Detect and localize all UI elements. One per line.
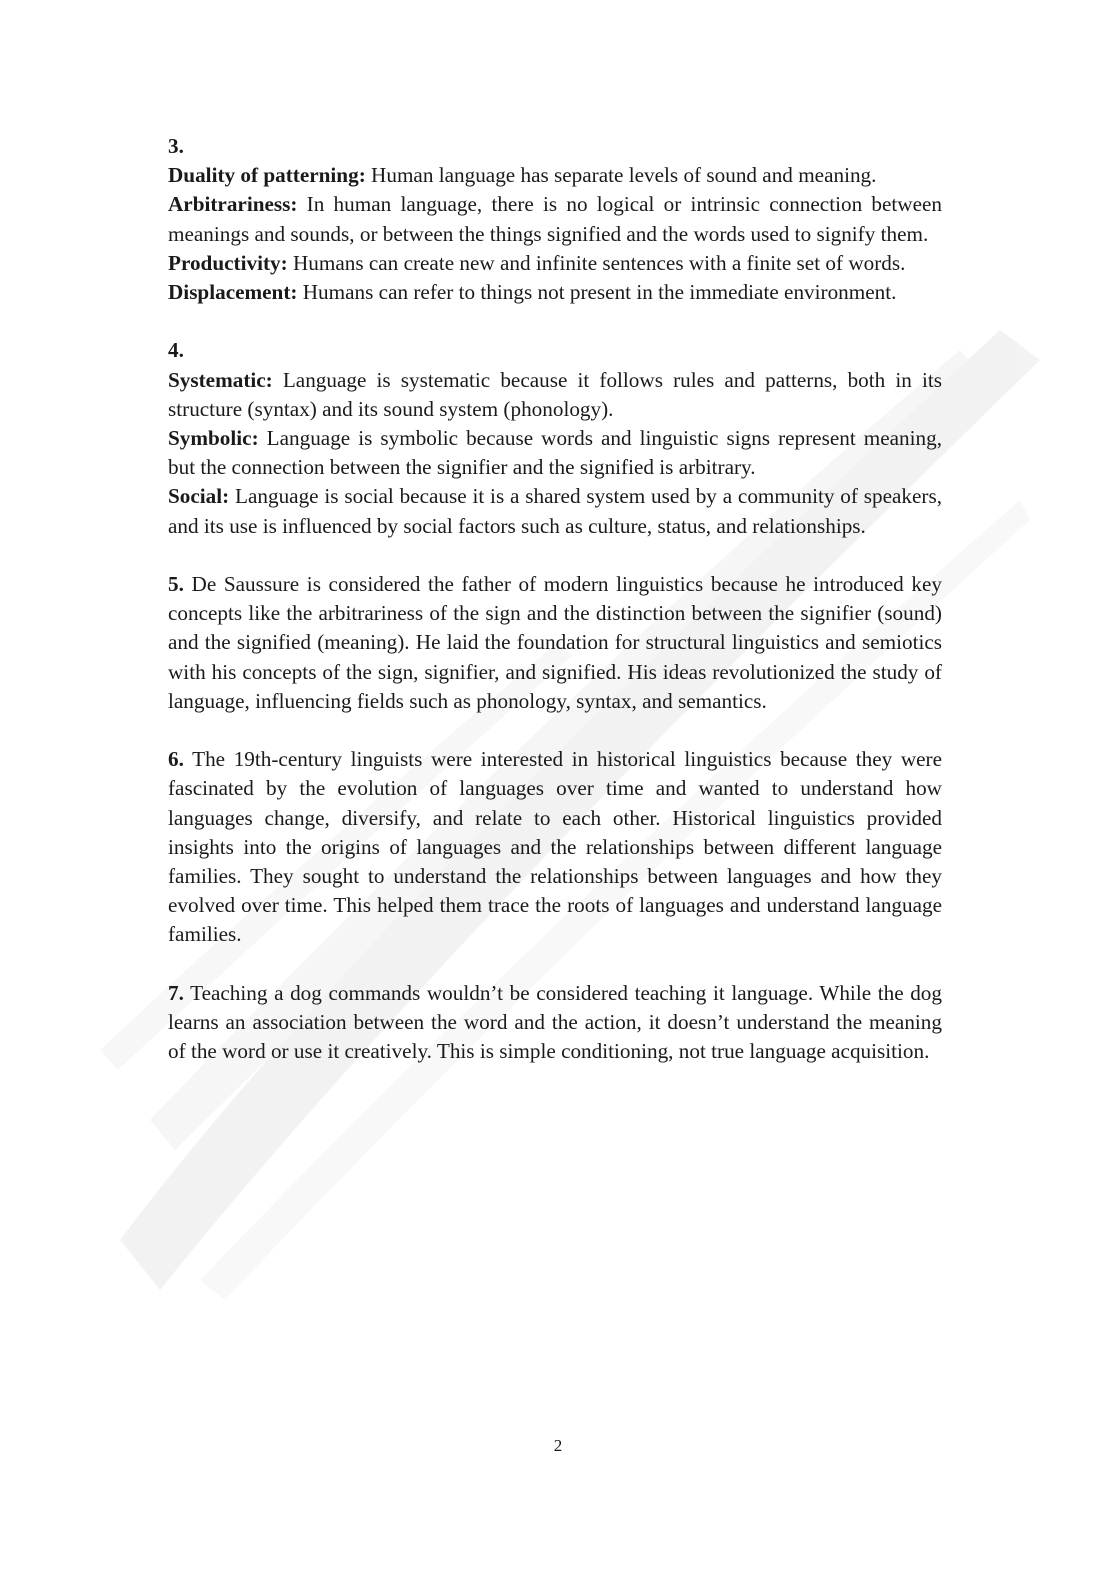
definition-term: Productivity: [168, 250, 288, 275]
definition-symbolic [168, 424, 942, 482]
answer-paragraph [168, 745, 942, 949]
document-body [168, 132, 942, 1066]
definition-duality-of-patterning [168, 161, 942, 190]
definition-term: Displacement: [168, 280, 298, 305]
definition-term: Systematic: [168, 367, 273, 392]
answer-paragraph [168, 570, 942, 716]
page-number: 2 [553, 1436, 563, 1455]
section-4 [168, 336, 942, 540]
definition-term: Social: [168, 484, 230, 509]
section-number: 6. [168, 747, 184, 772]
definition-text: Language is systematic because it follows rules and patterns, both in its structure (syntax) and its sound system (phonology). [168, 367, 942, 421]
section-number: 5. [168, 572, 184, 597]
definition-productivity [168, 249, 942, 278]
answer-text: Teaching a dog commands wouldn’t be considered teaching it language. While the dog learns an association between the word and the action, it doesn’t understand the meaning of the word or use it creatively. This is simple conditioning, not true language acquisition. [168, 980, 942, 1064]
answer-text: The 19th-century linguists were interested in historical linguistics because they were fascinated by the evolution of languages over time and wanted to understand how languages change, diversify, and relate to each other. Historical linguistics provided insights into the origins of languages and the relationships between different language families. They sought to understand the relationships between languages and how they evolved over time. This helped them trace the roots of languages and understand language families. [168, 747, 942, 947]
section-7 [168, 979, 942, 1067]
definition-term: Arbitrariness: [168, 192, 298, 217]
definition-text: Humans can refer to things not present in the immediate environment. [297, 280, 897, 305]
section-5 [168, 570, 942, 716]
definition-social [168, 482, 942, 540]
definition-displacement [168, 278, 942, 307]
definition-arbitrariness [168, 190, 942, 248]
definition-term: Symbolic: [168, 426, 259, 451]
section-3 [168, 132, 942, 307]
definition-term: Duality of patterning: [168, 163, 366, 188]
definition-systematic [168, 366, 942, 424]
section-number: 4. [168, 338, 184, 363]
answer-paragraph [168, 979, 942, 1067]
answer-text: De Saussure is considered the father of modern linguistics because he introduced key concepts like the arbitrariness of the sign and the distinction between the signifier (sound) and the signified (meaning). He laid the foundation for structural linguistics and semiotics with his concepts of the sign, signifier, and signified. His ideas revolutionized the study of language, influencing fields such as phonology, syntax, and semantics. [168, 572, 942, 713]
definition-text: Language is symbolic because words and linguistic signs represent meaning, but the connection between the signifier and the signified is arbitrary. [168, 426, 942, 480]
definition-text: In human language, there is no logical or intrinsic connection between meanings and sounds, or between the things signified and the words used to signify them. [168, 192, 942, 246]
definition-text: Humans can create new and infinite sentences with a finite set of words. [287, 250, 906, 275]
section-number: 7. [168, 980, 184, 1005]
section-6 [168, 745, 942, 949]
definition-text: Language is social because it is a shared system used by a community of speakers, and its use is influenced by social factors such as culture, status, and relationships. [168, 484, 942, 538]
definition-text: Human language has separate levels of sound and meaning. [365, 163, 877, 188]
section-number: 3. [168, 134, 184, 158]
